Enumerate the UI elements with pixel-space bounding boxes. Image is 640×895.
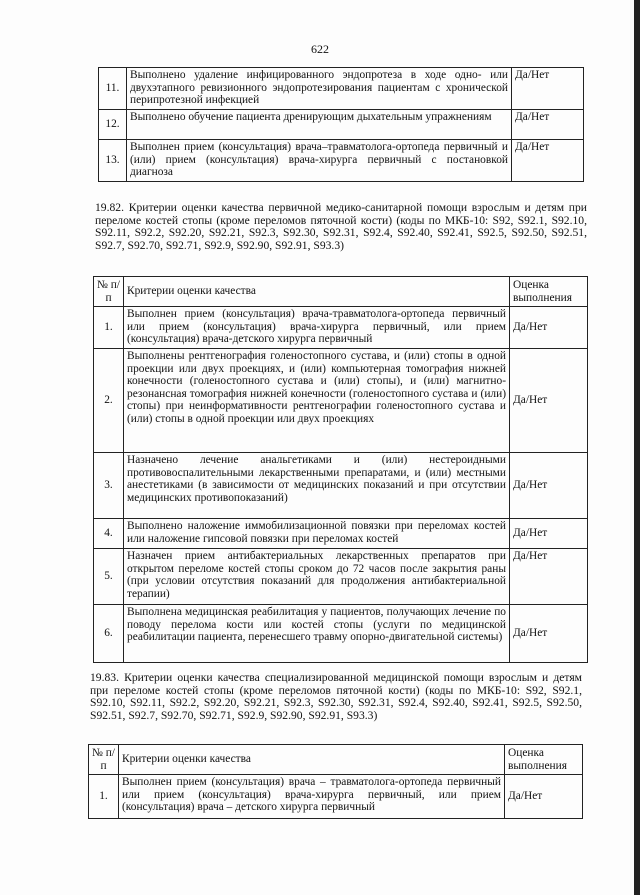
row-number: 13.	[99, 140, 127, 182]
table-row	[94, 307, 588, 349]
table-header-row	[94, 277, 588, 307]
table-row	[99, 110, 584, 140]
result-value: Да/Нет	[512, 68, 584, 110]
table-header-row	[89, 745, 583, 775]
criteria-text: Выполнены рентгенография голеностопного сустава, и (или) стопы в одной проекции или двух проекциях, и (или) компьютерная томография нижней конечности (голеностопного сустава и (или) стопы), и (или) магнитно-резонансная томография нижней конечности (голеностопного сустава и (или) стопы) при неинформативности рентгенографии голеностопного сустава и (или) стопы в одной проекции или двух проекциях	[124, 349, 510, 453]
criteria-text: Выполнен прием (консультация) врача-травматолога-ортопеда первичный или прием (консультация) врача-хирурга первичный, или прием (консультация) врача-детского хирурга первичный	[124, 307, 510, 349]
row-number: 1.	[94, 307, 124, 349]
result-value: Да/Нет	[510, 453, 588, 519]
section-heading-19-83: 19.83. Критерии оценки качества специализированной медицинской помощи взрослым и детям при переломе костей стопы (кроме переломов пяточной кости) (коды по МКБ-10: S92, S92.1, S92.10, S92.11, S92.2, S92.20, S92.21, S92.3, S92.30, S92.31, S92.4, S92.40, S92.41, S92.5, S92.50, S92.51, S92.7, S92.70, S92.71, S92.9, S92.90, S92.91, S93.3)	[90, 671, 582, 722]
table-row	[94, 605, 588, 663]
result-value: Да/Нет	[510, 307, 588, 349]
row-number: 6.	[94, 605, 124, 663]
header-number: № п/п	[89, 745, 119, 775]
table-row	[99, 140, 584, 182]
table-row	[94, 519, 588, 549]
result-value: Да/Нет	[512, 140, 584, 182]
top-criteria-table	[98, 67, 584, 182]
row-number: 5.	[94, 549, 124, 605]
table-row	[99, 68, 584, 110]
header-result: Оценка выполнения	[510, 277, 588, 307]
table-row	[94, 349, 588, 453]
criteria-table-19-82	[93, 276, 588, 663]
header-number: № п/п	[94, 277, 124, 307]
criteria-text: Назначено лечение анальгетиками и (или) нестероидными противовоспалительными лекарственными препаратами, и (или) местными анестетиками (в зависимости от медицинских показаний и при отсутствии медицинских противопоказаний)	[124, 453, 510, 519]
header-result: Оценка выполнения	[505, 745, 583, 775]
criteria-text: Выполнен прием (консультация) врача–травматолога-ортопеда первичный и (или) прием (консультация) врача-хирурга первичный с постановкой диагноза	[127, 140, 512, 182]
page-number: 622	[311, 42, 329, 56]
criteria-text: Выполнена медицинская реабилитация у пациентов, получающих лечение по поводу перелома кости или костей стопы (услуги по медицинской реабилитации пациента, перенесшего травму опорно-двигательной системы)	[124, 605, 510, 663]
criteria-text: Назначен прием антибактериальных лекарственных препаратов при открытом переломе костей стопы сроком до 72 часов после закрытия раны (при условии отсутствия показаний для продолжения антибактериальной терапии)	[124, 549, 510, 605]
result-value: Да/Нет	[512, 110, 584, 140]
criteria-text: Выполнен прием (консультация) врача – травматолога-ортопеда первичный или прием (консультация) врача-хирурга первичный, или прием (консультация) врача – детского хирурга первичный	[119, 775, 505, 819]
table-row	[94, 453, 588, 519]
criteria-text: Выполнено удаление инфицированного эндопротеза в ходе одно- или двухэтапного ревизионного эндопротезирования пациентам с хронической перипротезной инфекцией	[127, 68, 512, 110]
criteria-text: Выполнено обучение пациента дренирующим дыхательным упражнениям	[127, 110, 512, 140]
row-number: 11.	[99, 68, 127, 110]
result-value: Да/Нет	[510, 549, 588, 605]
header-criteria: Критерии оценки качества	[124, 277, 510, 307]
table-row	[94, 549, 588, 605]
row-number: 4.	[94, 519, 124, 549]
result-value: Да/Нет	[510, 605, 588, 663]
row-number: 12.	[99, 110, 127, 140]
row-number: 1.	[89, 775, 119, 819]
row-number: 2.	[94, 349, 124, 453]
section-heading-19-82: 19.82. Критерии оценки качества первичной медико-санитарной помощи взрослым и детям при переломе костей стопы (кроме переломов пяточной кости) (коды по МКБ-10: S92, S92.1, S92.10, S92.11, S92.2, S92.20, S92.21, S92.3, S92.30, S92.31, S92.4, S92.40, S92.41, S92.5, S92.50, S92.51, S92.7, S92.70, S92.71, S92.9, S92.90, S92.91, S93.3)	[95, 201, 587, 252]
header-criteria: Критерии оценки качества	[119, 745, 505, 775]
criteria-table-19-83	[88, 744, 583, 819]
result-value: Да/Нет	[505, 775, 583, 819]
criteria-text: Выполнено наложение иммобилизационной повязки при переломах костей или наложение гипсовой повязки при переломах костей	[124, 519, 510, 549]
scan-edge	[634, 0, 640, 895]
result-value: Да/Нет	[510, 349, 588, 453]
row-number: 3.	[94, 453, 124, 519]
table-row	[89, 775, 583, 819]
result-value: Да/Нет	[510, 519, 588, 549]
